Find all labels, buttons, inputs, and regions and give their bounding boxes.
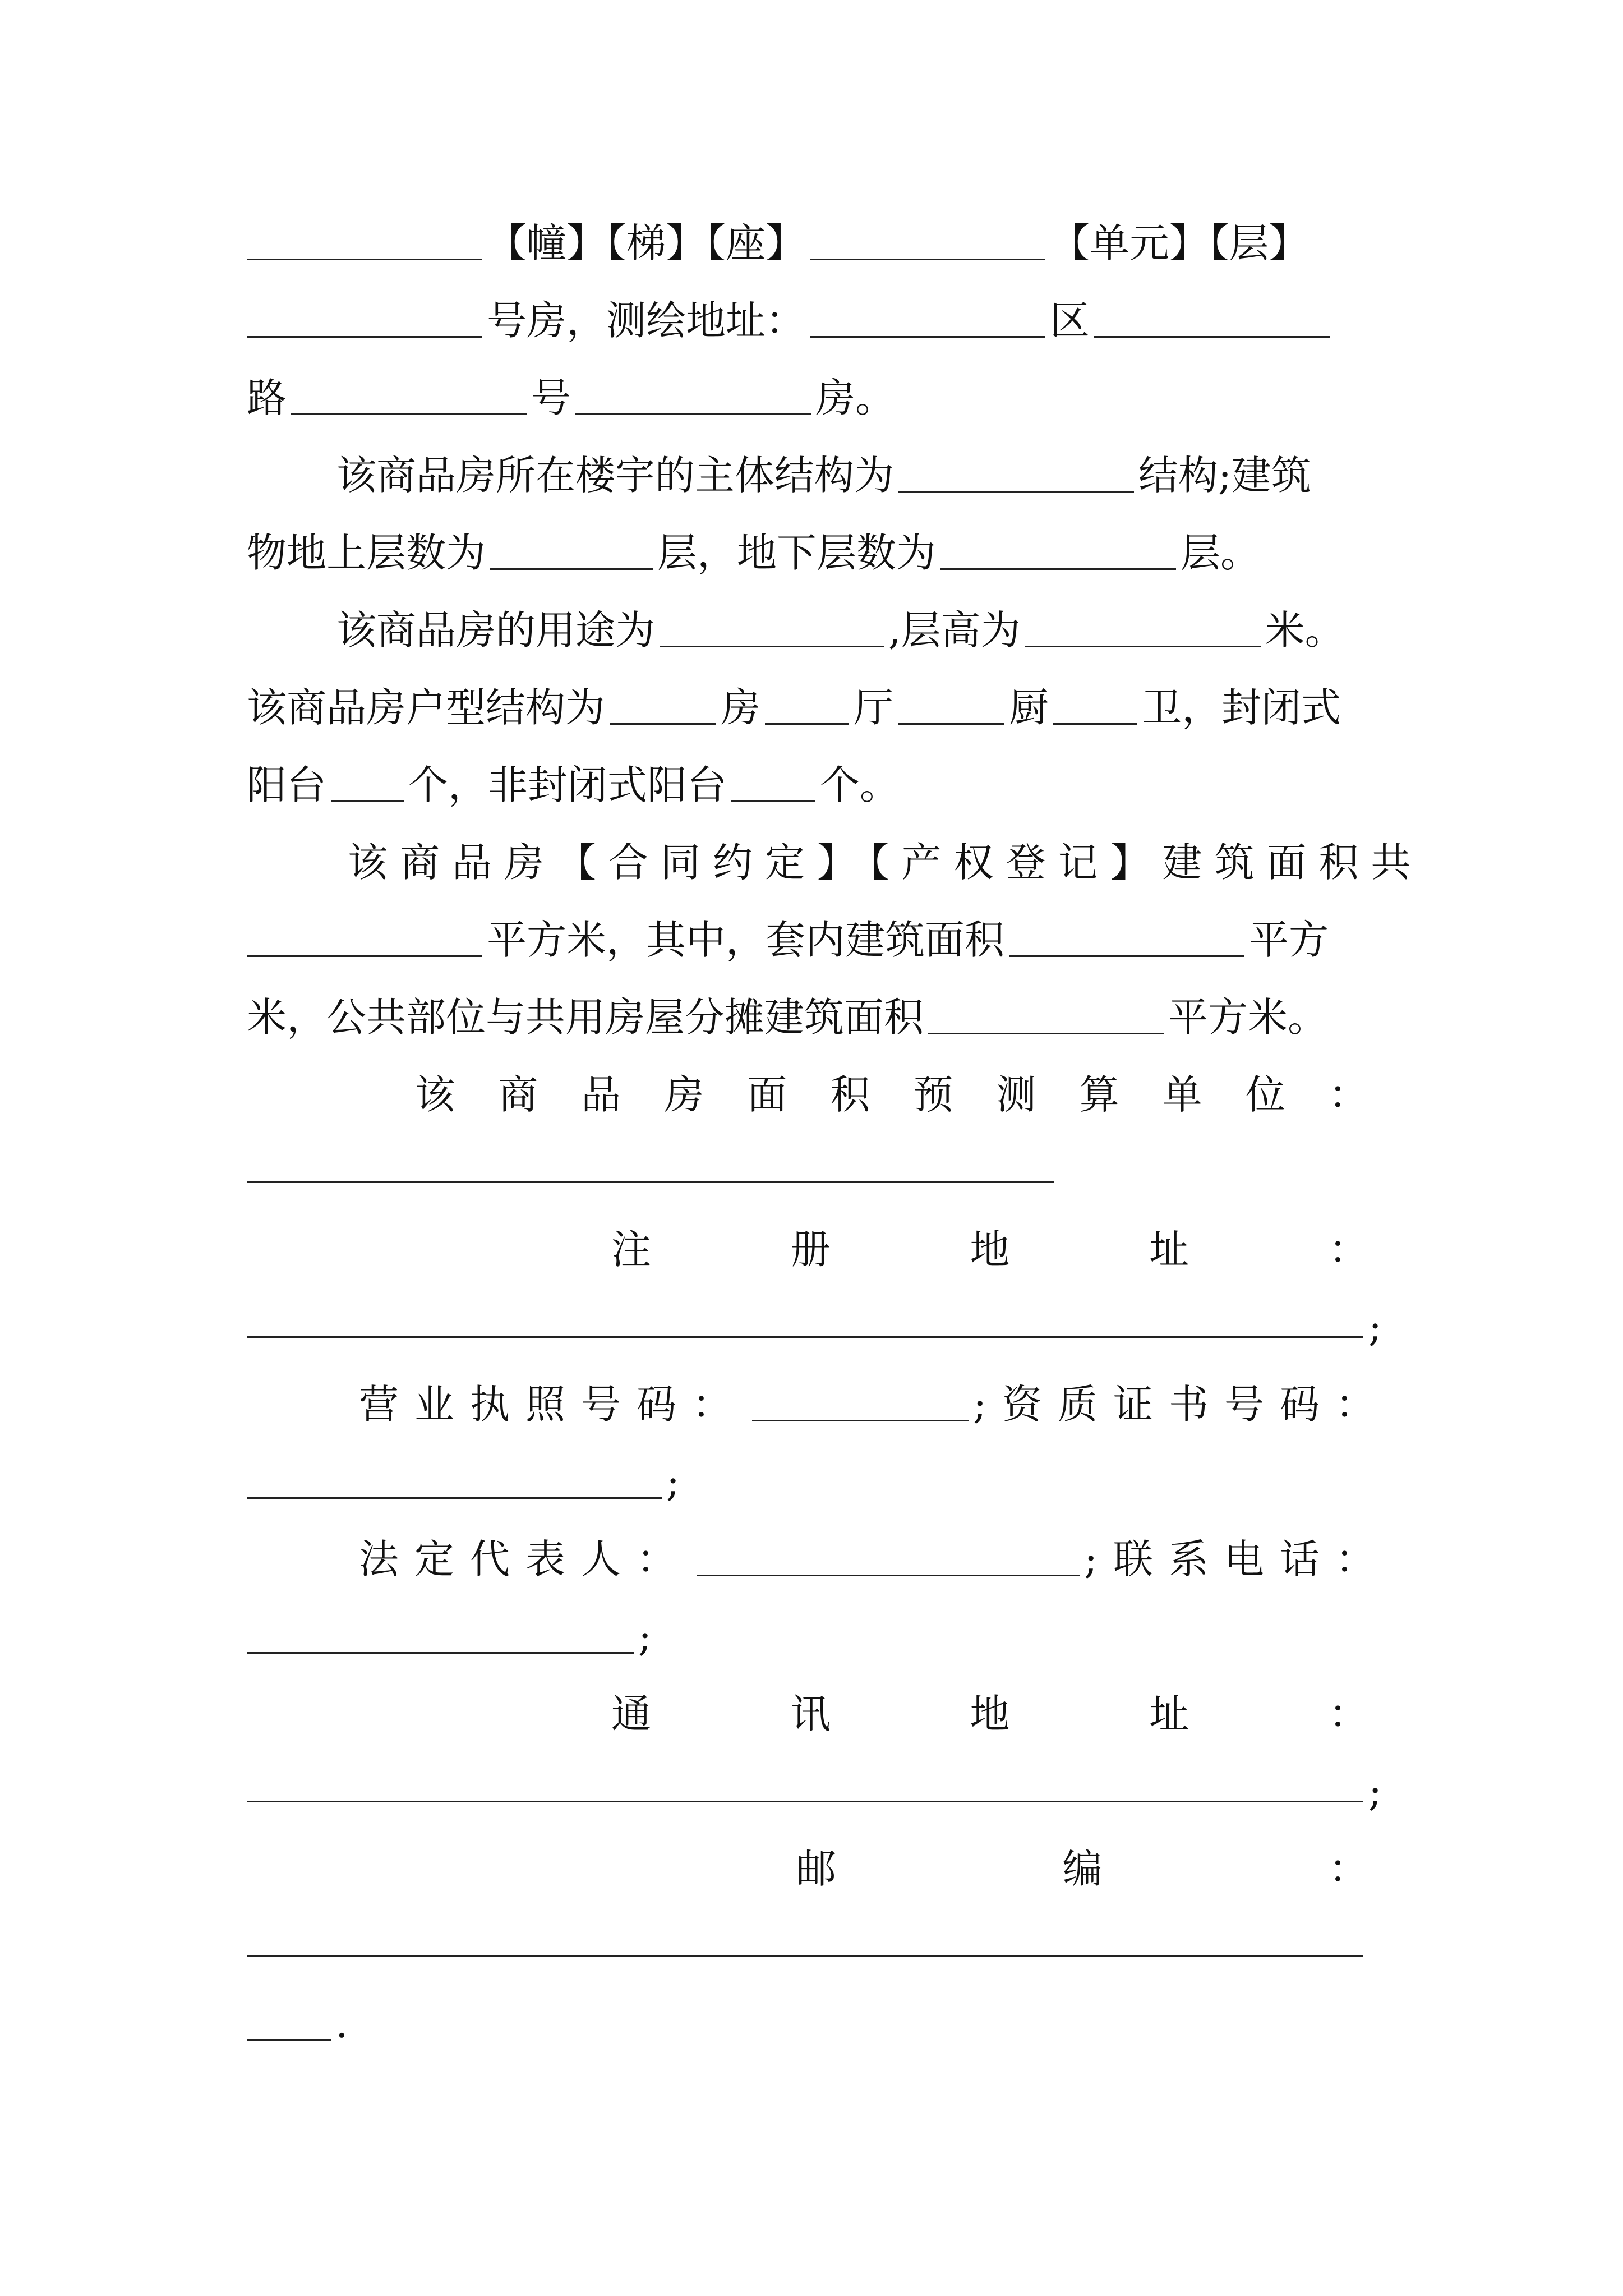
- char: 注: [611, 1226, 652, 1273]
- char: 地: [970, 1226, 1010, 1273]
- label-inner-area: 平方米，其中，套内建筑面积: [487, 917, 1005, 963]
- label-building-area: 该商品房【合同约定】【产权登记】建筑面积共: [348, 839, 1423, 886]
- line-usage-height: [336, 592, 1391, 669]
- char: 算: [1079, 1071, 1119, 1118]
- label-above-ground-floors: 物地上层数为: [247, 530, 486, 576]
- blank-building: [247, 227, 482, 260]
- label-floor-height: ,层高为: [888, 607, 1021, 654]
- label-layout: 该商品房户型结构为: [247, 684, 606, 731]
- label-bathrooms: 卫，封闭式: [1142, 684, 1341, 731]
- label-square: 平方: [1249, 917, 1329, 963]
- char: ：: [1328, 1071, 1368, 1118]
- line-phone-blank: [247, 1598, 1391, 1676]
- label-unit-floor: 【单元】【层】: [1050, 220, 1309, 266]
- blank-phone: [247, 1621, 634, 1654]
- line-shared-area: [247, 979, 1424, 1056]
- char: 址: [1149, 1226, 1189, 1273]
- blank-underground-floors: [940, 537, 1176, 570]
- label-legal-rep: 法定代表人：: [359, 1536, 693, 1582]
- char: 通: [611, 1691, 652, 1737]
- blank-rooms: [610, 692, 716, 725]
- period: .: [335, 2000, 348, 2047]
- blank-number: [291, 382, 527, 415]
- line-cert-blank: [247, 1443, 1391, 1521]
- label-balcony: 阳台: [247, 762, 327, 808]
- char: ：: [1328, 1846, 1368, 1892]
- line-main-structure: [336, 437, 1391, 514]
- blank-inner-area: [1009, 924, 1244, 957]
- line-building-unit: [247, 205, 1391, 282]
- char: ：: [1328, 1691, 1368, 1737]
- char: 址: [1149, 1691, 1189, 1737]
- label-license-number: 营业执照号码：: [359, 1381, 748, 1428]
- line-legal-rep: [359, 1521, 1391, 1598]
- line-road-number: [247, 360, 1391, 437]
- label-cert-number: ;资质证书号码：: [973, 1381, 1391, 1428]
- label-rooms: 房: [721, 684, 761, 731]
- label-usage: 该商品房的用途为: [336, 607, 656, 654]
- char: 面: [747, 1071, 787, 1118]
- line-registered-address: [611, 1211, 1368, 1289]
- line-postcode: [796, 1830, 1368, 1908]
- char: 积: [830, 1071, 870, 1118]
- line-area-detail: [247, 901, 1391, 979]
- blank-postcode: [247, 1955, 1363, 1957]
- label-balcony-end: 个。: [820, 762, 900, 808]
- semicolon: ;: [1368, 1768, 1382, 1815]
- label-halls: 厅: [854, 684, 894, 731]
- semicolon: ;: [666, 1458, 680, 1505]
- line-survey-unit: [415, 1056, 1368, 1134]
- char: 品: [581, 1071, 621, 1118]
- blank-total-area: [247, 924, 482, 957]
- char: 位: [1245, 1071, 1285, 1118]
- blank-postcode-tail: [247, 2008, 331, 2041]
- char: 邮: [796, 1846, 837, 1892]
- label-room: 房。: [815, 375, 896, 421]
- blank-kitchens: [898, 692, 1004, 725]
- char: 测: [996, 1071, 1036, 1118]
- blank-legal-rep: [697, 1543, 1080, 1576]
- blank-above-ground-floors: [490, 537, 653, 570]
- blank-survey-unit: [247, 1181, 1054, 1183]
- line-building-area: [348, 824, 1423, 901]
- label-number: 号: [531, 375, 571, 421]
- blank-shared-area: [928, 1001, 1164, 1034]
- char: 讯: [790, 1691, 831, 1737]
- label-square-meter: 平方米。: [1168, 994, 1328, 1041]
- blank-bathrooms: [1053, 692, 1137, 725]
- blank-structure: [898, 459, 1134, 493]
- blank-usage: [660, 614, 884, 647]
- char: 地: [970, 1691, 1010, 1737]
- blank-open-balcony: [731, 769, 815, 802]
- char: 该: [415, 1071, 455, 1118]
- label-survey-address: 号房，测绘地址：: [487, 297, 806, 344]
- blank-cert-number: [247, 1466, 662, 1499]
- label-main-structure: 该商品房所在楼宇的主体结构为: [336, 452, 895, 499]
- line-unit-layout: [247, 669, 1391, 747]
- char: 册: [790, 1226, 831, 1273]
- blank-district: [810, 305, 1045, 338]
- char: 编: [1062, 1846, 1103, 1892]
- blank-unit: [810, 227, 1045, 260]
- label-floor-end: 层。: [1181, 530, 1261, 576]
- char: 单: [1162, 1071, 1202, 1118]
- semicolon: ;: [1368, 1304, 1382, 1350]
- label-building-type: 【幢】【梯】【座】: [487, 220, 806, 266]
- char: 房: [664, 1071, 704, 1118]
- line-balconies: [247, 747, 1391, 824]
- blank-mail-address: [247, 1801, 1363, 1802]
- line-survey-address: [247, 282, 1391, 360]
- line-postcode-end: [247, 1985, 1391, 2063]
- blank-floor-height: [1025, 614, 1261, 647]
- blank-room: [575, 382, 811, 415]
- line-license-cert: [359, 1366, 1391, 1443]
- blank-room-number: [247, 305, 482, 338]
- label-district: 区: [1050, 297, 1090, 344]
- blank-license-number: [752, 1388, 969, 1421]
- blank-halls: [765, 692, 849, 725]
- char: 商: [498, 1071, 538, 1118]
- label-open-balcony: 个，非封闭式阳台: [408, 762, 727, 808]
- label-meter: 米。: [1265, 607, 1345, 654]
- label-kitchens: 厨: [1009, 684, 1049, 731]
- label-structure-building: 结构;建筑: [1138, 452, 1311, 499]
- blank-registered-address: [247, 1336, 1363, 1338]
- label-underground-floors: 层，地下层数为: [657, 530, 937, 576]
- line-mail-address: [611, 1676, 1368, 1753]
- semicolon: ;: [638, 1613, 652, 1660]
- blank-road: [1094, 305, 1330, 338]
- blank-closed-balcony: [331, 769, 404, 802]
- line-floor-counts: [247, 514, 1391, 592]
- label-road: 路: [247, 375, 287, 421]
- char: 预: [913, 1071, 953, 1118]
- label-phone: ;联系电话：: [1084, 1536, 1391, 1582]
- label-shared-area: 米，公共部位与共用房屋分摊建筑面积: [247, 994, 924, 1041]
- char: ：: [1328, 1226, 1368, 1273]
